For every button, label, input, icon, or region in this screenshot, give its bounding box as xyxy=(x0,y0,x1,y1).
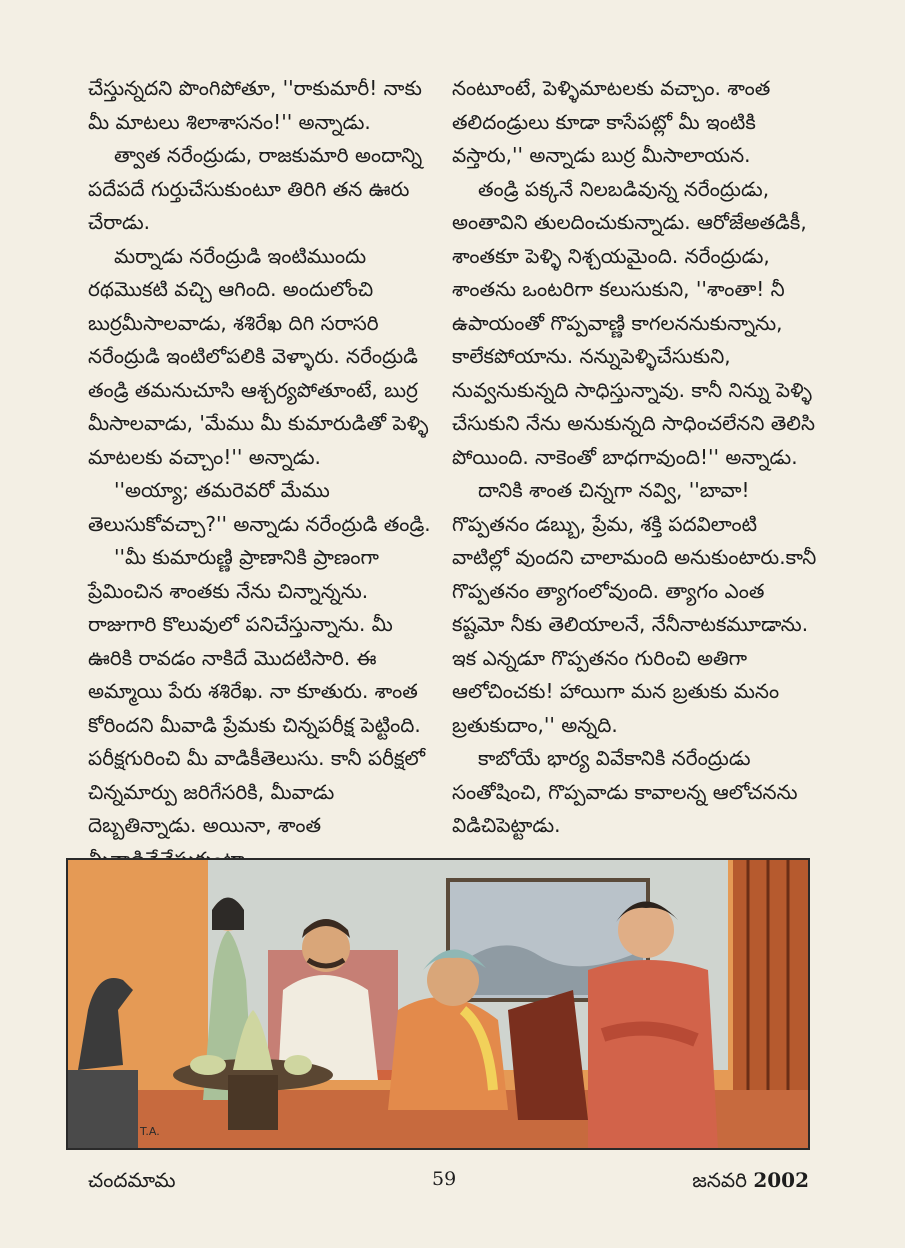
pedestal xyxy=(68,1070,138,1148)
page-number: 59 xyxy=(432,1168,457,1190)
paragraph: ''మీ కుమారుణ్ణి ప్రాణానికి ప్రాణంగా ప్రేమించిన శాంతకు నేను చిన్నాన్నను. రాజుగారి కొలువులో పనిచేస్తున్నాను. మీ ఊరికి రావడం నాకిదే మొదటిసారి. ఈ అమ్మాయి పేరు శశిరేఖ. నా కూతురు. శాంత కోరిందని మీవాడి ప్రేమకు చిన్నపరీక్ష పెట్టింది. పరీక్షగురించి మీ వాడికీతెలుసు. కానీ పరీక్షలో చిన్నమార్పు జరిగేసరికి, మీవాడు దెబ్బతిన్నాడు. అయినా, శాంత xyxy=(88,545,426,837)
left-column xyxy=(88,72,440,876)
paragraph: త్వాత నరేంద్రుడు, రాజకుమారి అందాన్ని పదేపదే గుర్తుచేసుకుంటూ తిరిగి తన ఊరు చేరాడు. xyxy=(88,143,423,234)
young-man xyxy=(588,960,718,1148)
paragraph: చేస్తున్నదని పొంగిపోతూ, ''రాకుమారీ! నాకు మీ మాటలు శిలాశాసనం!'' అన్నాడు. xyxy=(88,76,422,134)
paragraph: దానికి శాంత చిన్నగా నవ్వి, ''బావా! గొప్పతనం డబ్బు, ప్రేమ, శక్తి పదవిలాంటి వాటిల్లో వుందని చాలామంది అనుకుంటారు.కానీ గొప్పతనం త్యాగంలోవుంది. త్యాగం ఎంత కష్టమో నీకు తెలియాలనే, నేనీనాటకమూడాను. ఇక ఎన్నడూ గొప్పతనం గురించి అతిగా ఆలోచించకు! హాయిగా మన బ్రతుకు మనం బ్రతుకుదాం,'' అన్నది. xyxy=(452,478,817,737)
issue-date xyxy=(692,1168,809,1197)
paragraph: మర్నాడు నరేంద్రుడి ఇంటిముందు రథమొకటి వచ్చి ఆగింది. అందులోంచి బుర్రమీసాలవాడు, శశిరేఖ దిగి సరాసరి నరేంద్రుడి ఇంటిలోపలికి వెళ్ళారు. నరేంద్రుడి తండ్రి తమనుచూసి ఆశ్చర్యపోతూంటే, బుర్ర మీసాలవాడు, 'మేము మీ కుమారుడితో పెళ్ళి మాటలకు వచ్చాం!'' అన్నాడు. xyxy=(88,243,429,469)
paragraph: కాబోయే భార్య వివేకానికి నరేంద్రుడు సంతోషించి, గొప్పవాడు కావాలన్న ఆలోచనను విడిచిపెట్టాడు. xyxy=(452,746,798,837)
issue-year: 2002 xyxy=(753,1168,809,1192)
artist-signature: T.A. xyxy=(140,1125,160,1138)
paragraph: తండ్రి పక్కనే నిలబడివున్న నరేంద్రుడు, అంతావిని తులదించుకున్నాడు. ఆరోజేఅతడికీ, శాంతకూ పెళ్ళి నిశ్చయమైంది. నరేంద్రుడు, శాంతను ఒంటరిగా కలుసుకుని, ''శాంతా! నీ ఉపాయంతో గొప్పవాణ్ణి కాగలననుకున్నాను, కాలేకపోయాను. నన్నుపెళ్ళిచేసుకుని, నువ్వనుకున్నది సాధిస్తున్నావు. కానీ నిన్ను పెళ్ళి చేసుకుని నేను అనుకున్నది సాధించలేనని తెలిసి పోయింది. నాకెంతో బాధగావుంది!'' అన్నాడు. xyxy=(452,176,816,469)
page-footer xyxy=(0,1168,905,1198)
magazine-name: చందమామ xyxy=(88,1168,176,1192)
paragraph: నంటూంటే, పెళ్ళిమాటలకు వచ్చాం. శాంత తలిదండ్రులు కూడా కాసేపట్లో మీ ఇంటికి వస్తారు,'' అన్నాడు బుర్ర మీసాలాయన. xyxy=(452,76,771,167)
story-illustration xyxy=(66,858,810,1150)
right-column xyxy=(452,72,818,843)
illustration-drawing xyxy=(68,860,808,1148)
issue-month: జనవరి xyxy=(692,1168,747,1192)
paragraph: ''అయ్యా; తమరెవరో మేము తెలుసుకోవచ్చా?'' అన్నాడు నరేంద్రుడి తండ్రి. xyxy=(88,478,431,536)
